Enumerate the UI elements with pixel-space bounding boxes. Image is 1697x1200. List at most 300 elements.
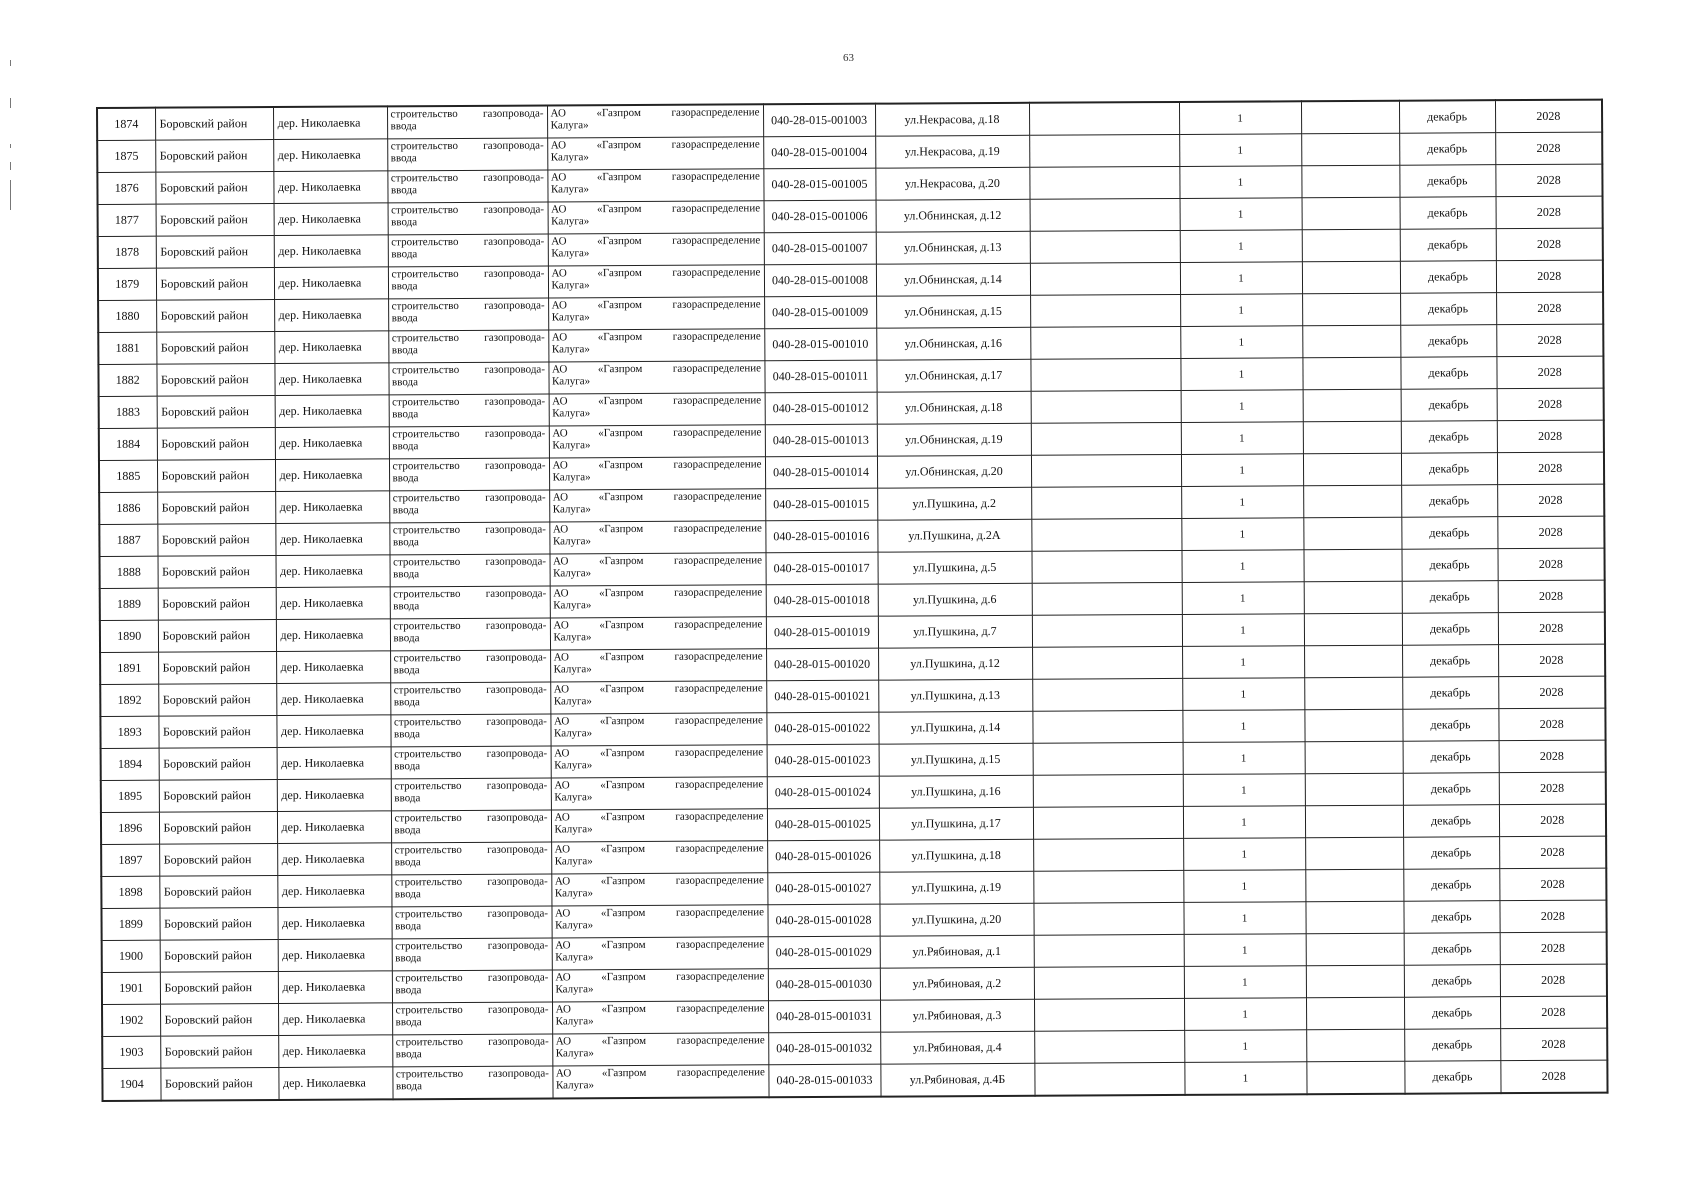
quantity-cell: 1 <box>1179 101 1301 134</box>
org-word-4: Калуга» <box>555 951 594 964</box>
quantity-cell: 1 <box>1180 294 1302 327</box>
year-cell: 2028 <box>1498 612 1605 645</box>
org-word-1: АО <box>554 843 571 856</box>
year-cell: 2028 <box>1498 580 1605 613</box>
object-code-cell: 040-28-015-001011 <box>764 360 876 393</box>
row-number-cell: 1886 <box>99 492 157 524</box>
org-word-1: АО <box>555 1003 571 1016</box>
empty-cell <box>1031 390 1181 423</box>
district-cell: Боровский район <box>158 588 276 621</box>
quantity-cell: 1 <box>1183 806 1305 839</box>
village-cell: дер. Николаевка <box>274 267 388 300</box>
district-cell: Боровский район <box>160 1067 278 1100</box>
org-word-4: Калуга» <box>552 503 591 516</box>
quantity-cell: 1 <box>1181 422 1303 455</box>
org-word-4: Калуга» <box>551 247 590 260</box>
org-word-4: Калуга» <box>552 407 591 420</box>
organization-cell <box>549 521 765 554</box>
village-cell: дер. Николаевка <box>275 427 389 460</box>
quantity-cell: 1 <box>1183 742 1305 775</box>
organization-cell <box>548 201 764 234</box>
work-word-2: газопровода- <box>485 619 547 632</box>
year-cell: 2028 <box>1499 804 1606 837</box>
village-cell: дер. Николаевка <box>278 1067 392 1100</box>
address-cell: ул.Рябиновая, д.2 <box>880 967 1034 1000</box>
year-cell: 2028 <box>1500 1028 1607 1061</box>
work-word-3: ввода <box>390 120 417 133</box>
work-word-3: ввода <box>391 344 418 357</box>
work-word-1: строительство <box>394 779 462 793</box>
work-word-2: газопровода- <box>484 363 546 376</box>
year-cell: 2028 <box>1500 996 1607 1029</box>
empty-cell <box>1034 1062 1184 1095</box>
empty-cell <box>1306 965 1404 998</box>
empty-cell <box>1030 198 1180 231</box>
address-cell: ул.Пушкина, д.13 <box>878 679 1032 712</box>
month-cell: декабрь <box>1403 741 1499 774</box>
org-word-2: «Газпром <box>597 234 642 248</box>
org-word-4: Калуга» <box>550 183 590 196</box>
year-cell: 2028 <box>1496 228 1603 261</box>
quantity-cell: 1 <box>1182 614 1304 647</box>
org-word-1: АО <box>551 267 567 280</box>
work-word-1: строительство <box>391 299 459 313</box>
object-code-cell: 040-28-015-001031 <box>768 1000 880 1033</box>
work-word-1: строительство <box>393 619 461 633</box>
work-type-cell <box>387 138 547 171</box>
month-cell: декабрь <box>1403 805 1499 838</box>
work-word-2: газопровода- <box>483 171 544 184</box>
org-word-3: газораспределение <box>676 1066 765 1079</box>
work-word-3: ввода <box>395 984 422 997</box>
empty-cell <box>1032 678 1182 711</box>
district-cell: Боровский район <box>158 684 276 717</box>
village-cell: дер. Николаевка <box>275 459 389 492</box>
quantity-cell: 1 <box>1184 966 1306 999</box>
work-type-cell <box>388 298 548 331</box>
org-word-4: Калуга» <box>552 439 591 452</box>
org-word-4: Калуга» <box>551 215 590 228</box>
work-word-2: газопровода- <box>482 107 544 120</box>
empty-cell <box>1031 518 1181 551</box>
empty-cell <box>1306 933 1404 966</box>
row-number-cell: 1879 <box>98 268 156 300</box>
table-body <box>97 100 1608 1101</box>
quantity-cell: 1 <box>1179 166 1301 199</box>
work-type-cell <box>389 426 549 459</box>
month-cell: декабрь <box>1401 485 1497 518</box>
month-cell: декабрь <box>1400 229 1496 262</box>
work-type-cell <box>387 105 547 138</box>
object-code-cell: 040-28-015-001020 <box>766 648 878 681</box>
year-cell: 2028 <box>1499 836 1606 869</box>
address-cell: ул.Пушкина, д.7 <box>878 615 1032 648</box>
empty-cell <box>1029 102 1179 135</box>
page-number: 63 <box>843 52 854 64</box>
org-word-4: Калуга» <box>555 1079 595 1092</box>
org-word-3: газораспределение <box>672 330 761 343</box>
org-word-4: Калуга» <box>553 599 592 612</box>
address-cell: ул.Пушкина, д.18 <box>879 839 1033 872</box>
year-cell: 2028 <box>1498 676 1605 709</box>
district-cell: Боровский район <box>156 268 274 301</box>
org-word-1: АО <box>552 491 569 504</box>
work-word-1: строительство <box>395 1003 463 1017</box>
village-cell: дер. Николаевка <box>278 939 392 972</box>
row-number-cell: 1891 <box>100 652 158 684</box>
work-word-1: строительство <box>394 747 462 761</box>
organization-cell <box>551 905 767 938</box>
work-type-cell <box>391 874 551 907</box>
work-word-1: строительство <box>392 395 460 409</box>
row-number-cell: 1900 <box>102 940 160 972</box>
month-cell: декабрь <box>1400 261 1496 294</box>
org-word-3: газораспределение <box>671 138 760 151</box>
org-word-2: «Газпром <box>596 106 641 120</box>
work-word-1: строительство <box>390 171 459 185</box>
organization-cell <box>552 1065 768 1099</box>
work-type-cell <box>388 234 548 267</box>
work-word-3: ввода <box>394 760 421 773</box>
month-cell: декабрь <box>1403 901 1499 934</box>
work-word-1: строительство <box>394 843 462 857</box>
month-cell: декабрь <box>1402 613 1498 646</box>
object-code-cell: 040-28-015-001025 <box>767 808 879 841</box>
org-word-2: «Газпром <box>600 842 646 856</box>
address-cell: ул.Некрасова, д.18 <box>875 103 1029 136</box>
work-word-3: ввода <box>392 536 419 549</box>
work-word-1: строительство <box>393 555 461 569</box>
month-cell: декабрь <box>1404 965 1500 998</box>
work-word-2: газопровода- <box>483 267 545 280</box>
year-cell: 2028 <box>1500 1060 1607 1093</box>
work-type-cell <box>388 266 548 299</box>
address-cell: ул.Пушкина, д.14 <box>878 711 1032 744</box>
organization-cell <box>548 233 764 266</box>
quantity-cell: 1 <box>1179 134 1301 167</box>
row-number-cell: 1880 <box>98 300 156 332</box>
work-word-3: ввода <box>392 440 419 453</box>
organization-cell <box>548 329 764 362</box>
quantity-cell: 1 <box>1181 550 1303 583</box>
org-word-3: газораспределение <box>674 682 763 695</box>
work-word-3: ввода <box>390 184 417 197</box>
row-number-cell: 1882 <box>98 364 156 396</box>
empty-cell <box>1304 613 1402 646</box>
address-cell: ул.Обнинская, д.12 <box>876 199 1030 232</box>
organization-cell <box>549 457 765 490</box>
year-cell: 2028 <box>1497 548 1604 581</box>
village-cell: дер. Николаевка <box>276 715 390 748</box>
work-word-1: строительство <box>392 491 460 505</box>
work-type-cell <box>391 746 551 779</box>
address-cell: ул.Пушкина, д.2 <box>877 487 1031 520</box>
object-code-cell: 040-28-015-001024 <box>767 776 879 809</box>
village-cell: дер. Николаевка <box>275 491 389 524</box>
work-type-cell <box>389 522 549 555</box>
month-cell: декабрь <box>1399 165 1495 198</box>
empty-cell <box>1033 806 1183 839</box>
district-cell: Боровский район <box>158 556 276 589</box>
year-cell: 2028 <box>1495 164 1602 197</box>
work-word-3: ввода <box>393 696 420 709</box>
org-word-1: АО <box>551 363 568 376</box>
work-type-cell <box>390 714 550 747</box>
org-word-2: «Газпром <box>599 618 644 632</box>
month-cell: декабрь <box>1402 581 1498 614</box>
district-cell: Боровский район <box>159 748 277 781</box>
district-cell: Боровский район <box>157 428 275 461</box>
org-word-4: Калуга» <box>555 983 594 996</box>
org-word-4: Калуга» <box>554 855 593 868</box>
village-cell: дер. Николаевка <box>278 971 392 1004</box>
org-word-2: «Газпром <box>601 1002 646 1016</box>
district-cell: Боровский район <box>160 971 278 1004</box>
month-cell: декабрь <box>1400 357 1496 390</box>
village-cell: дер. Николаевка <box>273 106 387 139</box>
object-code-cell: 040-28-015-001028 <box>767 904 879 937</box>
row-number-cell: 1902 <box>102 1004 160 1036</box>
work-word-3: ввода <box>392 504 419 517</box>
address-cell: ул.Обнинская, д.14 <box>876 263 1030 296</box>
object-code-cell: 040-28-015-001016 <box>765 520 877 553</box>
address-cell: ул.Обнинская, д.16 <box>876 327 1030 360</box>
village-cell: дер. Николаевка <box>277 907 391 940</box>
org-word-1: АО <box>554 811 570 824</box>
year-cell: 2028 <box>1500 964 1607 997</box>
work-word-2: газопровода- <box>484 427 546 440</box>
empty-cell <box>1034 934 1184 967</box>
district-cell: Боровский район <box>160 1035 278 1068</box>
work-word-3: ввода <box>395 1016 422 1029</box>
object-code-cell: 040-28-015-001006 <box>764 200 876 233</box>
row-number-cell: 1898 <box>101 876 159 908</box>
work-type-cell <box>390 650 550 683</box>
row-number-cell: 1897 <box>101 844 159 876</box>
address-cell: ул.Пушкина, д.20 <box>879 903 1033 936</box>
work-word-1: строительство <box>394 875 463 889</box>
org-word-2: «Газпром <box>601 970 646 984</box>
org-word-3: газораспределение <box>674 714 763 727</box>
work-word-2: газопровода- <box>487 971 549 984</box>
organization-cell <box>550 585 766 618</box>
org-word-1: АО <box>552 395 568 408</box>
object-code-cell: 040-28-015-001023 <box>767 744 879 777</box>
quantity-cell: 1 <box>1181 486 1303 519</box>
work-word-1: строительство <box>391 363 460 377</box>
org-word-3: газораспределение <box>676 970 765 983</box>
village-cell: дер. Николаевка <box>273 139 387 172</box>
empty-cell <box>1306 1029 1404 1062</box>
district-cell: Боровский район <box>155 107 273 140</box>
object-code-cell: 040-28-015-001027 <box>767 872 879 905</box>
org-word-4: Калуга» <box>552 471 591 484</box>
district-cell: Боровский район <box>160 939 278 972</box>
work-word-3: ввода <box>392 408 419 421</box>
org-word-1: АО <box>553 587 569 600</box>
organization-cell <box>549 489 765 522</box>
work-type-cell <box>389 394 549 427</box>
empty-cell <box>1303 421 1401 454</box>
empty-cell <box>1033 838 1183 871</box>
object-code-cell: 040-28-015-001008 <box>764 264 876 297</box>
row-number-cell: 1883 <box>99 396 157 428</box>
address-cell: ул.Обнинская, д.15 <box>876 295 1030 328</box>
work-word-1: строительство <box>395 1067 464 1081</box>
year-cell: 2028 <box>1497 516 1604 549</box>
work-word-3: ввода <box>392 472 419 485</box>
object-code-cell: 040-28-015-001012 <box>765 392 877 425</box>
org-word-2: «Газпром <box>596 138 642 152</box>
address-cell: ул.Обнинская, д.19 <box>877 423 1031 456</box>
org-word-2: «Газпром <box>598 554 644 568</box>
work-word-1: строительство <box>391 235 459 249</box>
month-cell: декабрь <box>1400 293 1496 326</box>
org-word-1: АО <box>553 715 570 728</box>
year-cell: 2028 <box>1496 196 1603 229</box>
row-number-cell: 1901 <box>102 972 160 1004</box>
work-word-2: газопровода- <box>487 907 549 920</box>
district-cell: Боровский район <box>155 172 273 205</box>
year-cell: 2028 <box>1497 484 1604 517</box>
village-cell: дер. Николаевка <box>274 235 388 268</box>
row-number-cell: 1890 <box>100 620 158 652</box>
org-word-2: «Газпром <box>599 650 644 664</box>
empty-cell <box>1033 870 1183 903</box>
address-cell: ул.Обнинская, д.17 <box>876 359 1030 392</box>
village-cell: дер. Николаевка <box>277 843 391 876</box>
quantity-cell: 1 <box>1184 1062 1306 1095</box>
row-number-cell: 1876 <box>97 172 155 204</box>
work-word-1: строительство <box>393 651 461 665</box>
address-cell: ул.Обнинская, д.18 <box>877 391 1031 424</box>
org-word-1: АО <box>550 107 566 120</box>
quantity-cell: 1 <box>1183 838 1305 871</box>
village-cell: дер. Николаевка <box>273 171 387 204</box>
work-word-1: строительство <box>393 715 462 729</box>
organization-cell <box>547 137 763 170</box>
object-code-cell: 040-28-015-001022 <box>766 712 878 745</box>
village-cell: дер. Николаевка <box>275 395 389 428</box>
organization-cell <box>551 745 767 778</box>
empty-cell <box>1305 773 1403 806</box>
org-word-3: газораспределение <box>672 266 761 279</box>
district-cell: Боровский район <box>159 875 277 908</box>
address-cell: ул.Рябиновая, д.4 <box>880 1031 1034 1064</box>
org-word-1: АО <box>551 331 568 344</box>
district-cell: Боровский район <box>159 843 277 876</box>
object-code-cell: 040-28-015-001015 <box>765 488 877 521</box>
organization-cell <box>550 681 766 714</box>
district-cell: Боровский район <box>159 780 277 813</box>
month-cell: декабрь <box>1404 933 1500 966</box>
village-cell: дер. Николаевка <box>274 203 388 236</box>
village-cell: дер. Николаевка <box>274 331 388 364</box>
row-number-cell: 1895 <box>101 780 159 812</box>
row-number-cell: 1893 <box>100 716 158 748</box>
work-word-1: строительство <box>392 459 460 473</box>
empty-cell <box>1031 422 1181 455</box>
village-cell: дер. Николаевка <box>276 619 390 652</box>
district-cell: Боровский район <box>157 460 275 493</box>
org-word-2: «Газпром <box>599 746 645 760</box>
organization-cell <box>550 713 766 746</box>
work-word-2: газопровода- <box>486 779 548 792</box>
org-word-1: АО <box>551 235 567 248</box>
org-word-2: «Газпром <box>597 266 642 280</box>
org-word-1: АО <box>555 939 571 952</box>
quantity-cell: 1 <box>1181 454 1303 487</box>
org-word-3: газораспределение <box>675 842 764 855</box>
org-word-1: АО <box>551 299 567 312</box>
empty-cell <box>1305 805 1403 838</box>
organization-cell <box>550 649 766 682</box>
org-word-4: Калуга» <box>551 311 590 324</box>
org-word-1: АО <box>551 203 567 216</box>
address-cell: ул.Пушкина, д.17 <box>879 807 1033 840</box>
year-cell: 2028 <box>1498 708 1605 741</box>
empty-cell <box>1031 550 1181 583</box>
work-type-cell <box>387 170 547 203</box>
district-cell: Боровский район <box>156 236 274 269</box>
org-word-3: газораспределение <box>672 362 762 375</box>
quantity-cell: 1 <box>1180 262 1302 295</box>
address-cell: ул.Пушкина, д.16 <box>879 775 1033 808</box>
work-word-1: строительство <box>393 683 462 697</box>
org-word-3: газораспределение <box>671 106 760 119</box>
org-word-1: АО <box>554 907 571 920</box>
row-number-cell: 1889 <box>100 588 158 620</box>
empty-cell <box>1033 742 1183 775</box>
work-type-cell <box>392 1034 552 1067</box>
work-word-2: газопровода- <box>484 331 545 344</box>
org-word-4: Калуга» <box>553 631 592 644</box>
org-word-2: «Газпром <box>596 170 642 184</box>
org-word-4: Калуга» <box>551 279 590 292</box>
row-number-cell: 1894 <box>101 748 159 780</box>
quantity-cell: 1 <box>1184 1030 1306 1063</box>
object-code-cell: 040-28-015-001007 <box>764 232 876 265</box>
org-word-2: «Газпром <box>599 682 645 696</box>
work-word-2: газопровода- <box>484 459 546 472</box>
org-word-3: газораспределение <box>672 298 761 311</box>
org-word-1: АО <box>555 971 571 984</box>
empty-cell <box>1029 134 1179 167</box>
empty-cell <box>1305 869 1403 902</box>
work-word-1: строительство <box>394 811 462 825</box>
year-cell: 2028 <box>1496 324 1603 357</box>
work-word-1: строительство <box>395 1035 463 1049</box>
work-word-3: ввода <box>394 856 421 869</box>
org-word-2: «Газпром <box>600 906 646 920</box>
work-type-cell <box>388 202 548 235</box>
work-type-cell <box>390 618 550 651</box>
organization-cell <box>552 969 768 1002</box>
org-word-2: «Газпром <box>601 938 646 952</box>
org-word-4: Калуга» <box>553 727 593 740</box>
year-cell: 2028 <box>1499 900 1606 933</box>
year-cell: 2028 <box>1499 868 1606 901</box>
empty-cell <box>1301 165 1399 198</box>
org-word-2: «Газпром <box>598 522 644 536</box>
org-word-2: «Газпром <box>599 586 644 600</box>
org-word-2: «Газпром <box>598 490 644 504</box>
village-cell: дер. Николаевка <box>276 555 390 588</box>
village-cell: дер. Николаевка <box>274 363 388 396</box>
work-word-1: строительство <box>391 203 459 217</box>
village-cell: дер. Николаевка <box>275 523 389 556</box>
district-cell: Боровский район <box>155 140 273 173</box>
